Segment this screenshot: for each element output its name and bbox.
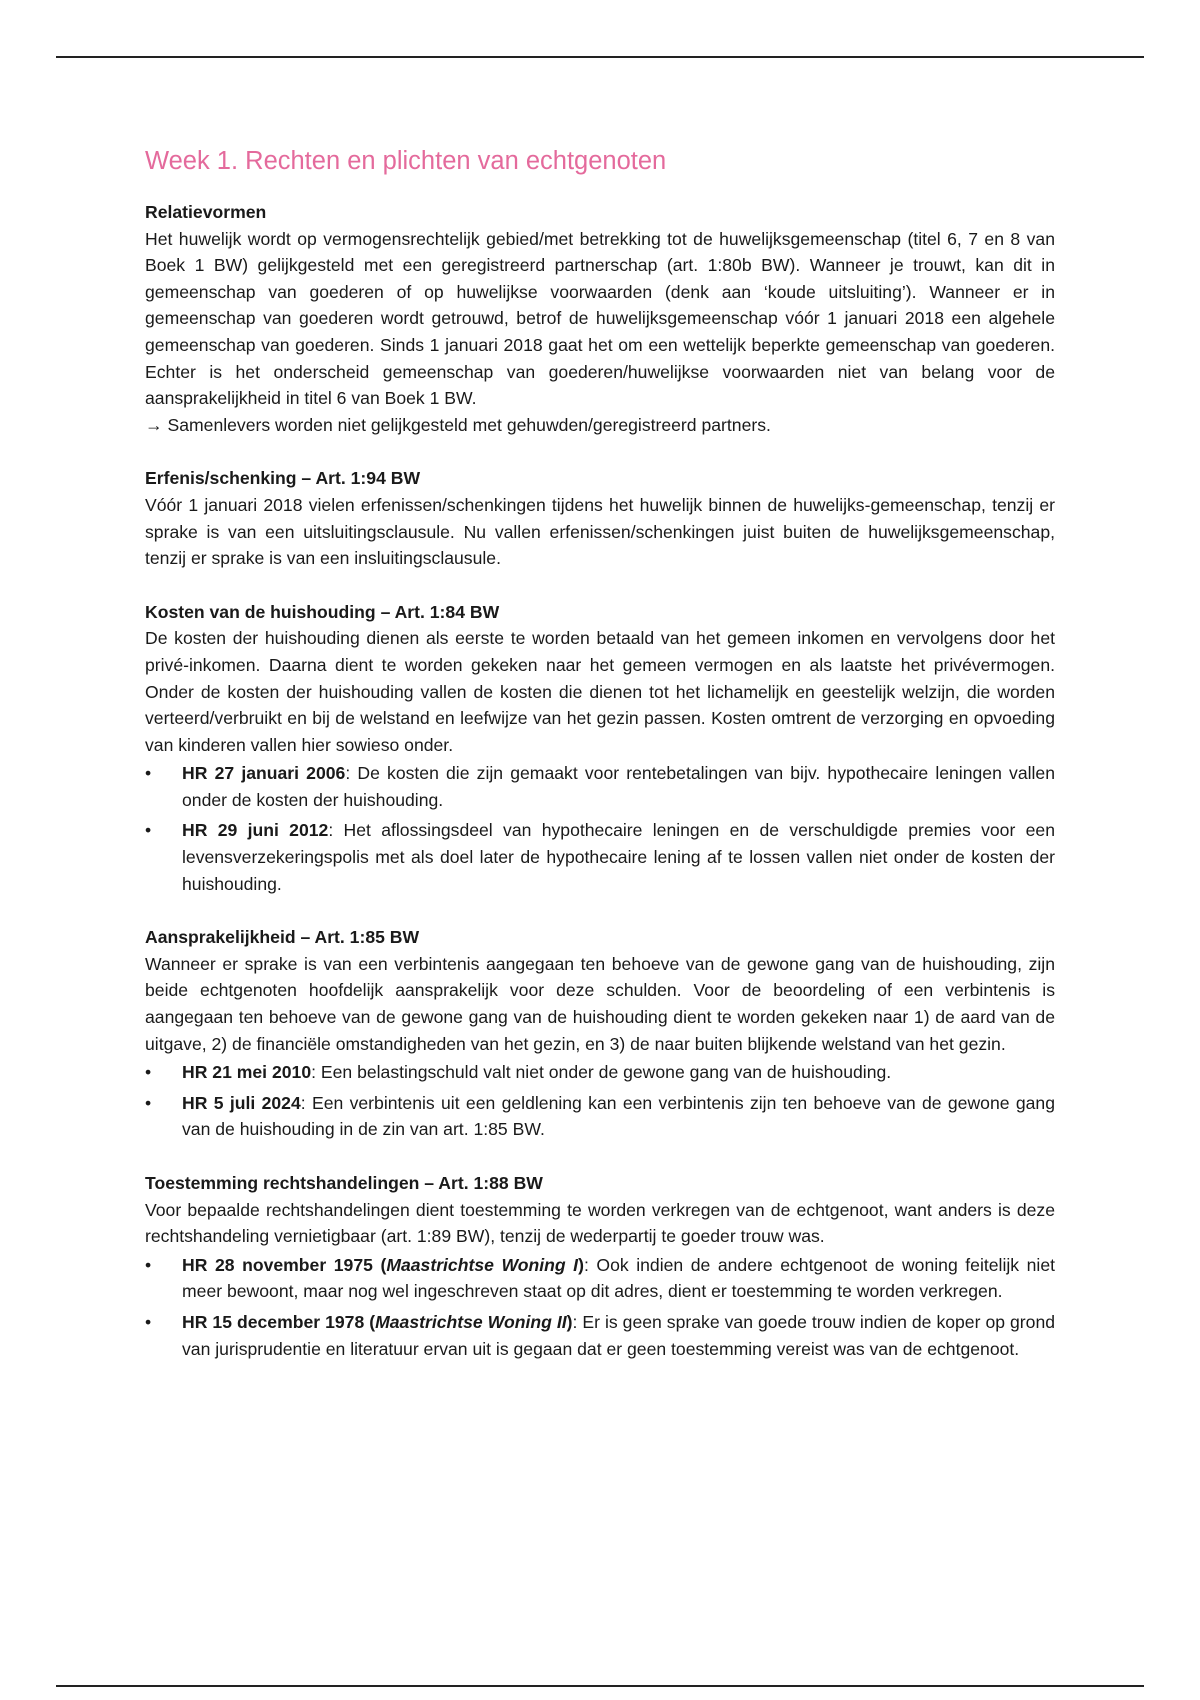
section-note: → Samenlevers worden niet gelijkgesteld met gehuwden/geregistreerd partners. [145, 414, 771, 435]
case-name: HR 15 december 1978 ( [182, 1311, 376, 1332]
case-text: : Ook indien de andere echtgenoot de woning feitelijk niet meer bewoont, maar nog wel ingeschreven staat op dit adres, dient er toestemming te worden verkregen. [182, 1254, 1055, 1302]
case-item [145, 817, 1055, 897]
bullet-icon: • [145, 1062, 152, 1083]
section-heading: Erfenis/schenking – Art. 1:94 BW [145, 468, 421, 489]
case-text: : Er is geen sprake van goede trouw indien de koper op grond van jurisprudentie en literatuur ervan uit is gegaan dat er geen toestemming vereist was van de echtgenoot. [182, 1311, 1056, 1359]
bullet-icon: • [145, 1311, 152, 1332]
case-list [145, 1059, 1055, 1143]
section-kosten-huishouding [145, 599, 1055, 898]
bottom-rule [56, 1685, 1144, 1687]
case-item [145, 1090, 1055, 1143]
case-item [145, 1309, 1055, 1362]
document-body [145, 145, 1055, 1389]
section-heading: Aansprakelijkheid – Art. 1:85 BW [145, 927, 420, 948]
case-list [145, 760, 1055, 897]
bullet-icon: • [145, 820, 152, 841]
case-item [145, 760, 1055, 813]
case-text: : Het aflossingsdeel van hypothecaire leningen en de verschuldigde premies voor een levensverzekeringspolis met als doel later de hypothecaire lening af te lossen vallen niet onder de kosten der huishouding. [182, 820, 1055, 894]
section-paragraph: Vóór 1 januari 2018 vielen erfenissen/schenkingen tijdens het huwelijk binnen de huwelijks-gemeenschap, tenzij er sprake is van een uitsluitingsclausule. Nu vallen erfenissen/schenkingen juist buiten de huwelijksgemeenschap, tenzij er sprake is van een insluitingsclausule. [145, 494, 1055, 569]
case-name: HR 21 mei 2010 [182, 1062, 312, 1083]
case-alias: Maastrichtse Woning II [375, 1311, 567, 1332]
case-alias: Maastrichtse Woning I [386, 1254, 579, 1275]
section-paragraph: Het huwelijk wordt op vermogensrechtelijk gebied/met betrekking tot de huwelijksgemeenschap (titel 6, 7 en 8 van Boek 1 BW) gelijkgesteld met een geregistreerd partnerschap (art. 1:80b BW). Wanneer je trouwt, kan dit in gemeenschap van goederen of op huwelijkse voorwaarden (denk aan ‘koude uitsluiting’). Wanneer er in gemeenschap van goederen wordt getrouwd, betrof de huwelijksgemeenschap vóór 1 januari 2018 een algehele gemeenschap van goederen. Sinds 1 januari 2018 gaat het om een wettelijk beperkte gemeenschap van goederen. Echter is het onderscheid gemeenschap van goederen/huwelijkse voorwaarden niet van belang voor de aansprakelijkheid in titel 6 van Boek 1 BW. [145, 228, 1055, 409]
case-text: : De kosten die zijn gemaakt voor rentebetalingen van bijv. hypothecaire leningen vallen onder de kosten der huishouding. [182, 763, 1055, 810]
case-name-close: ) [566, 1311, 573, 1332]
section-relatievormen [145, 199, 1055, 438]
case-text: : Een belastingschuld valt niet onder de gewone gang van de huishouding. [311, 1062, 892, 1083]
section-paragraph: De kosten der huishouding dienen als eerste te worden betaald van het gemeen inkomen en vervolgens door het privé-inkomen. Daarna dient te worden gekeken naar het gemeen vermogen en als laatste het privévermogen. Onder de kosten der huishouding vallen de kosten die dienen tot het lichamelijk en geestelijk welzijn, die worden verteerd/verbruikt en bij de welstand en leefwijze van het gezin passen. Kosten omtrent de verzorging en opvoeding van kinderen vallen hier sowieso onder. [145, 628, 1055, 755]
section-heading: Relatievormen [145, 202, 267, 222]
bullet-icon: • [145, 1254, 152, 1275]
bullet-icon: • [145, 1092, 152, 1113]
section-heading: Toestemming rechtshandelingen – Art. 1:88 BW [145, 1173, 543, 1193]
bullet-icon: • [145, 763, 152, 784]
section-paragraph: Voor bepaalde rechtshandelingen dient toestemming te worden verkregen van de echtgenoot, want anders is deze rechtshandeling vernietigbaar (art. 1:89 BW), tenzij de wederpartij te goeder trouw was. [145, 1199, 1055, 1247]
case-item [145, 1252, 1055, 1305]
top-rule [56, 56, 1144, 58]
section-aansprakelijkheid [145, 924, 1055, 1143]
section-erfenis-schenking [145, 465, 1055, 571]
case-name: HR 5 juli 2024 [182, 1092, 301, 1113]
case-name: HR 29 juni 2012 [182, 820, 329, 841]
case-item [145, 1059, 1055, 1086]
case-name: HR 28 november 1975 ( [182, 1254, 387, 1275]
case-list [145, 1252, 1055, 1362]
case-name-close: ) [578, 1254, 584, 1275]
section-paragraph: Wanneer er sprake is van een verbintenis aangegaan ten behoeve van de gewone gang van de huishouding, zijn beide echtgenoten hoofdelijk aansprakelijk voor deze schulden. Voor de beoordeling of een verbintenis is aangegaan ten behoeve van de gewone gang van de huishouding dient te worden gekeken naar 1) de aard van de uitgave, 2) de financiële omstandigheden van het gezin, en 3) de naar buiten blijkende welstand van het gezin. [145, 953, 1055, 1054]
page-title: Week 1. Rechten en plichten van echtgenoten [145, 147, 667, 175]
case-name: HR 27 januari 2006 [182, 763, 346, 784]
section-toestemming [145, 1170, 1055, 1362]
section-heading: Kosten van de huishouding – Art. 1:84 BW [145, 601, 500, 622]
case-text: : Een verbintenis uit een geldlening kan een verbintenis zijn ten behoeve van de gewone gang van de huishouding in de zin van art. 1:85 BW. [182, 1092, 1056, 1140]
